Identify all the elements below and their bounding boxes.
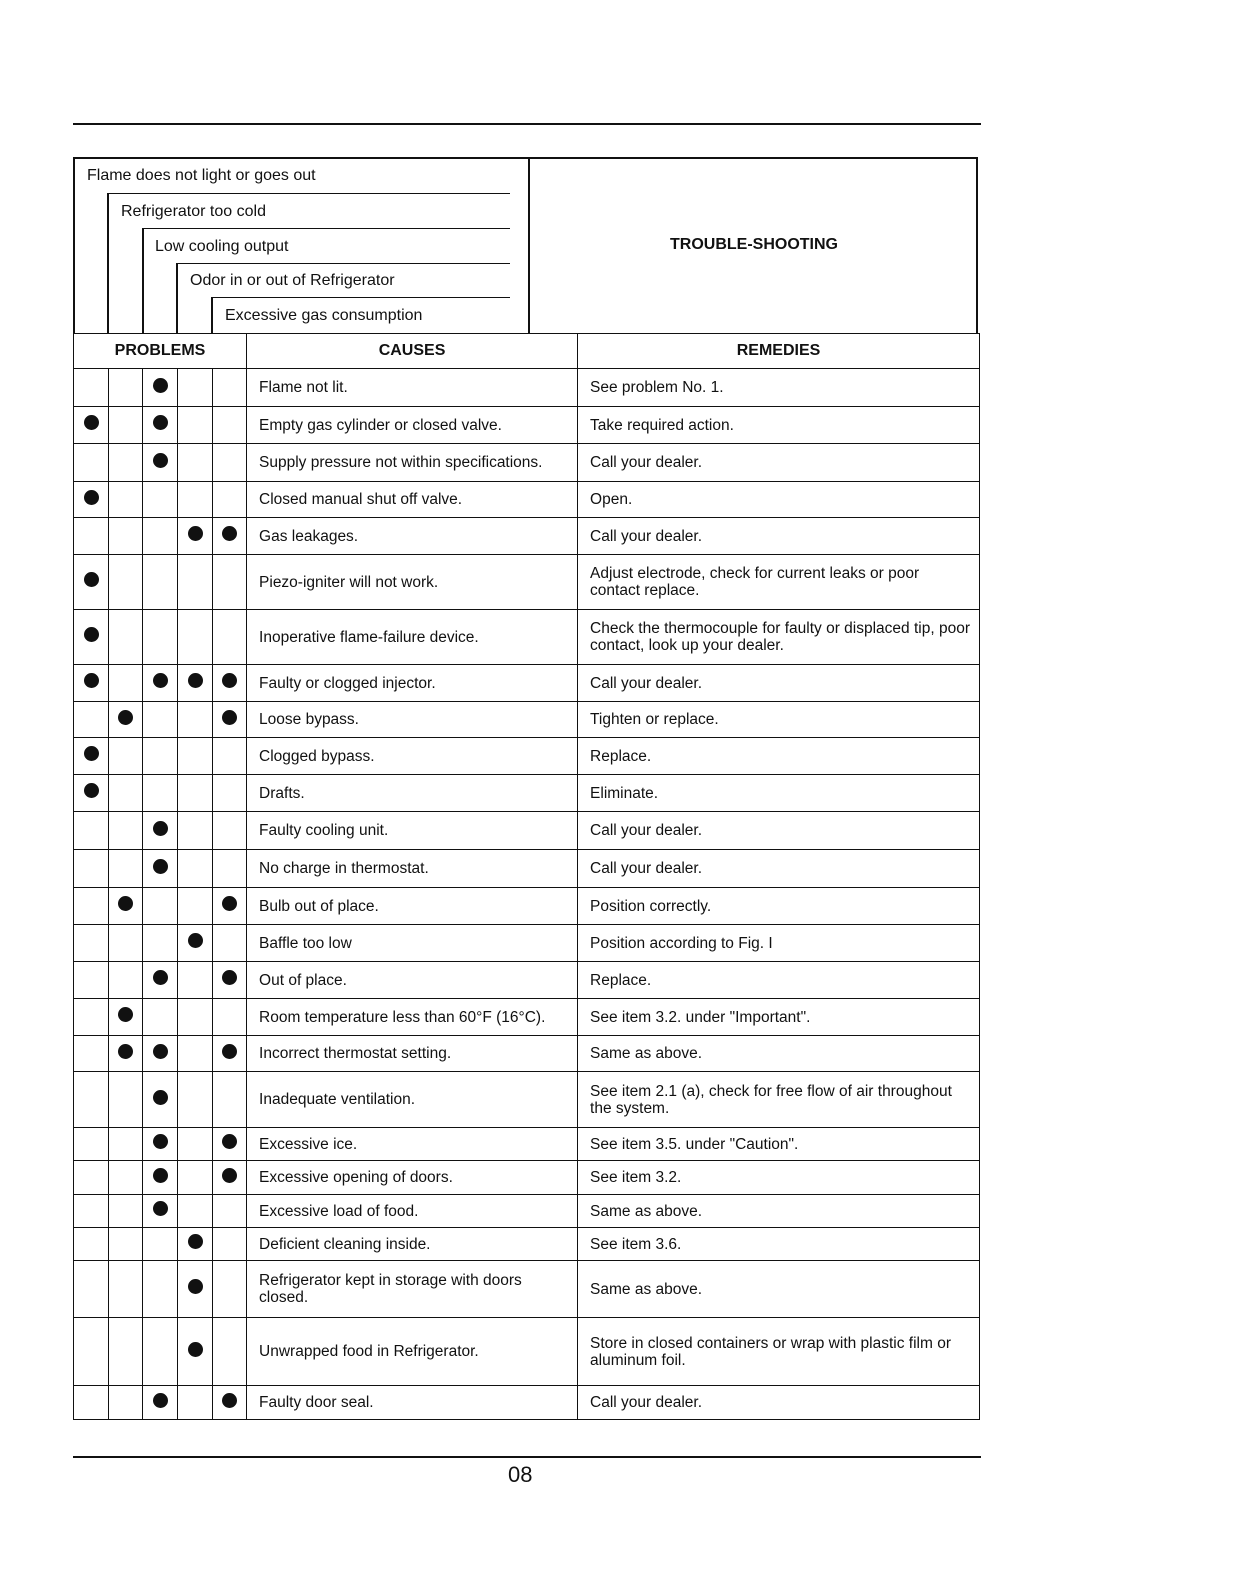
remedy-cell: Call your dealer.	[578, 812, 980, 850]
problem-mark-cell	[213, 1072, 247, 1128]
causes-header: CAUSES	[247, 334, 578, 369]
cause-cell: Incorrect thermostat setting.	[247, 1036, 578, 1072]
table-row	[74, 518, 980, 555]
remedy-cell: See item 2.1 (a), check for free flow of air throughout the system.	[578, 1072, 980, 1128]
remedy-cell: Tighten or replace.	[578, 702, 980, 738]
problem-mark-cell	[143, 482, 178, 518]
problem-mark-cell	[143, 1261, 178, 1318]
problem-mark-cell	[109, 962, 143, 999]
cause-cell: Faulty or clogged injector.	[247, 665, 578, 702]
bullet-icon	[222, 710, 237, 725]
problem-mark-cell	[74, 555, 109, 610]
table-body	[74, 369, 980, 1420]
problem-mark-cell	[143, 1161, 178, 1195]
problem-mark-cell	[143, 888, 178, 925]
problem-mark-cell	[74, 738, 109, 775]
bullet-icon	[153, 378, 168, 393]
cause-cell: Closed manual shut off valve.	[247, 482, 578, 518]
problem-mark-cell	[143, 555, 178, 610]
problem-mark-cell	[213, 962, 247, 999]
table-row	[74, 812, 980, 850]
problem-mark-cell	[213, 482, 247, 518]
problem-mark-cell	[74, 1318, 109, 1386]
cause-cell: Excessive opening of doors.	[247, 1161, 578, 1195]
table-row	[74, 1036, 980, 1072]
remedy-cell: Position according to Fig. I	[578, 925, 980, 962]
problem-mark-cell	[213, 407, 247, 444]
bullet-icon	[222, 673, 237, 688]
bullet-icon	[118, 896, 133, 911]
problem-mark-cell	[143, 369, 178, 407]
problem-mark-cell	[109, 1128, 143, 1161]
problem-mark-cell	[109, 1036, 143, 1072]
problem-mark-cell	[109, 610, 143, 665]
problem-mark-cell	[109, 369, 143, 407]
problem-mark-cell	[109, 665, 143, 702]
problem-mark-cell	[213, 1386, 247, 1420]
bullet-icon	[222, 1044, 237, 1059]
problem-mark-cell	[109, 888, 143, 925]
problem-mark-cell	[109, 1318, 143, 1386]
problem-mark-cell	[109, 1386, 143, 1420]
problem-mark-cell	[143, 610, 178, 665]
problem-line-4	[212, 297, 510, 298]
cause-cell: Loose bypass.	[247, 702, 578, 738]
problem-mark-cell	[109, 775, 143, 812]
problem-mark-cell	[74, 444, 109, 482]
bullet-icon	[84, 572, 99, 587]
problem-mark-cell	[74, 610, 109, 665]
problem-mark-cell	[178, 812, 213, 850]
bullet-icon	[84, 415, 99, 430]
problem-mark-cell	[178, 1386, 213, 1420]
problem-mark-cell	[178, 850, 213, 888]
problem-mark-cell	[178, 369, 213, 407]
cause-cell: Out of place.	[247, 962, 578, 999]
problem-mark-cell	[143, 925, 178, 962]
problem-mark-cell	[178, 702, 213, 738]
problem-mark-cell	[213, 850, 247, 888]
problem-mark-cell	[109, 1195, 143, 1228]
table-row	[74, 775, 980, 812]
problem-mark-cell	[213, 738, 247, 775]
problem-mark-cell	[143, 1318, 178, 1386]
problem-mark-cell	[143, 999, 178, 1036]
problem-mark-cell	[74, 812, 109, 850]
remedy-cell: Replace.	[578, 738, 980, 775]
problem-mark-cell	[143, 850, 178, 888]
bullet-icon	[188, 1342, 203, 1357]
cause-cell: Excessive ice.	[247, 1128, 578, 1161]
page-number: 08	[508, 1462, 533, 1487]
problem-label-5: Excessive gas consumption	[225, 307, 423, 324]
problem-line-3	[177, 263, 510, 264]
remedy-cell: Eliminate.	[578, 775, 980, 812]
problem-mark-cell	[213, 555, 247, 610]
remedy-cell: See item 3.2.	[578, 1161, 980, 1195]
remedy-cell: Same as above.	[578, 1036, 980, 1072]
problem-label-3: Low cooling output	[155, 238, 289, 255]
problem-vline-2	[142, 228, 144, 334]
table-row	[74, 1161, 980, 1195]
bullet-icon	[118, 1007, 133, 1022]
problem-mark-cell	[143, 1386, 178, 1420]
problem-mark-cell	[213, 610, 247, 665]
problem-mark-cell	[213, 1036, 247, 1072]
bullet-icon	[84, 490, 99, 505]
cause-cell: Piezo-igniter will not work.	[247, 555, 578, 610]
problem-mark-cell	[143, 1036, 178, 1072]
remedy-cell: See problem No. 1.	[578, 369, 980, 407]
problem-mark-cell	[213, 888, 247, 925]
problem-mark-cell	[143, 702, 178, 738]
problem-mark-cell	[74, 962, 109, 999]
problem-mark-cell	[178, 1261, 213, 1318]
cause-cell: Excessive load of food.	[247, 1195, 578, 1228]
table-row	[74, 369, 980, 407]
problem-mark-cell	[143, 962, 178, 999]
problem-mark-cell	[178, 665, 213, 702]
table-row	[74, 962, 980, 999]
bullet-icon	[84, 746, 99, 761]
bullet-icon	[188, 1279, 203, 1294]
table-row	[74, 888, 980, 925]
cause-cell: Faulty cooling unit.	[247, 812, 578, 850]
remedy-cell: Open.	[578, 482, 980, 518]
problem-label-2: Refrigerator too cold	[121, 203, 266, 220]
problem-mark-cell	[213, 702, 247, 738]
cause-cell: Unwrapped food in Refrigerator.	[247, 1318, 578, 1386]
problem-mark-cell	[143, 1195, 178, 1228]
table-row	[74, 407, 980, 444]
problem-mark-cell	[74, 407, 109, 444]
cause-cell: Gas leakages.	[247, 518, 578, 555]
problem-mark-cell	[143, 665, 178, 702]
bullet-icon	[222, 1168, 237, 1183]
bullet-icon	[118, 1044, 133, 1059]
problem-mark-cell	[109, 999, 143, 1036]
problem-mark-cell	[74, 1128, 109, 1161]
problem-mark-cell	[143, 444, 178, 482]
problem-mark-cell	[74, 775, 109, 812]
cause-cell: Supply pressure not within specifications.	[247, 444, 578, 482]
cause-cell: Deficient cleaning inside.	[247, 1228, 578, 1261]
bullet-icon	[153, 415, 168, 430]
problem-mark-cell	[213, 1161, 247, 1195]
problem-mark-cell	[109, 812, 143, 850]
table-row	[74, 850, 980, 888]
cause-cell: No charge in thermostat.	[247, 850, 578, 888]
table-row	[74, 665, 980, 702]
bullet-icon	[188, 526, 203, 541]
problem-mark-cell	[213, 1261, 247, 1318]
table-row	[74, 1195, 980, 1228]
cause-cell: Room temperature less than 60°F (16°C).	[247, 999, 578, 1036]
cause-cell: Baffle too low	[247, 925, 578, 962]
problem-mark-cell	[143, 407, 178, 444]
cause-cell: Refrigerator kept in storage with doors closed.	[247, 1261, 578, 1318]
table-row	[74, 1072, 980, 1128]
problem-mark-cell	[74, 999, 109, 1036]
problem-mark-cell	[178, 738, 213, 775]
problem-mark-cell	[74, 702, 109, 738]
problem-mark-cell	[74, 1036, 109, 1072]
remedy-cell: Check the thermocouple for faulty or displaced tip, poor contact, look up your dealer.	[578, 610, 980, 665]
problem-mark-cell	[74, 518, 109, 555]
problem-label-1: Flame does not light or goes out	[87, 167, 316, 184]
bullet-icon	[153, 1134, 168, 1149]
problem-mark-cell	[213, 1195, 247, 1228]
remedy-cell: See item 3.2. under "Important".	[578, 999, 980, 1036]
bullet-icon	[222, 970, 237, 985]
remedy-cell: Same as above.	[578, 1261, 980, 1318]
problem-mark-cell	[109, 1072, 143, 1128]
bullet-icon	[118, 710, 133, 725]
table-row	[74, 702, 980, 738]
bullet-icon	[84, 673, 99, 688]
problem-mark-cell	[74, 482, 109, 518]
problem-mark-cell	[143, 738, 178, 775]
problem-mark-cell	[109, 1228, 143, 1261]
problem-mark-cell	[178, 444, 213, 482]
problem-mark-cell	[213, 665, 247, 702]
problem-mark-cell	[178, 1161, 213, 1195]
problem-mark-cell	[143, 1128, 178, 1161]
problem-mark-cell	[178, 999, 213, 1036]
problem-mark-cell	[178, 518, 213, 555]
remedy-cell: Store in closed containers or wrap with plastic film or aluminum foil.	[578, 1318, 980, 1386]
problem-mark-cell	[109, 482, 143, 518]
table-row	[74, 999, 980, 1036]
problem-mark-cell	[178, 1195, 213, 1228]
problem-mark-cell	[109, 518, 143, 555]
table-row	[74, 1228, 980, 1261]
top-rule	[73, 123, 981, 125]
problem-mark-cell	[109, 1161, 143, 1195]
bottom-rule	[73, 1456, 981, 1458]
problem-mark-cell	[74, 850, 109, 888]
problem-mark-cell	[74, 1161, 109, 1195]
bullet-icon	[222, 896, 237, 911]
problem-mark-cell	[213, 1228, 247, 1261]
problem-mark-cell	[109, 444, 143, 482]
problem-mark-cell	[74, 888, 109, 925]
problem-mark-cell	[74, 665, 109, 702]
problem-mark-cell	[213, 925, 247, 962]
table-row	[74, 1318, 980, 1386]
problem-mark-cell	[178, 1318, 213, 1386]
remedies-header: REMEDIES	[578, 334, 980, 369]
cause-cell: Flame not lit.	[247, 369, 578, 407]
problem-vline-3	[176, 263, 178, 334]
problems-header: PROBLEMS	[74, 334, 247, 369]
page-title: TROUBLE-SHOOTING	[670, 236, 838, 253]
problem-mark-cell	[109, 555, 143, 610]
problem-mark-cell	[213, 999, 247, 1036]
cause-cell: Faulty door seal.	[247, 1386, 578, 1420]
problem-mark-cell	[178, 775, 213, 812]
problem-mark-cell	[109, 925, 143, 962]
table-row	[74, 1386, 980, 1420]
table-row	[74, 738, 980, 775]
bullet-icon	[153, 1393, 168, 1408]
problem-mark-cell	[109, 738, 143, 775]
problem-mark-cell	[178, 1072, 213, 1128]
bullet-icon	[153, 970, 168, 985]
remedy-cell: Adjust electrode, check for current leaks or poor contact replace.	[578, 555, 980, 610]
problem-mark-cell	[178, 1228, 213, 1261]
problem-mark-cell	[74, 1072, 109, 1128]
troubleshooting-table	[73, 333, 980, 1420]
remedy-cell: See item 3.5. under "Caution".	[578, 1128, 980, 1161]
problem-mark-cell	[143, 775, 178, 812]
problem-mark-cell	[143, 1228, 178, 1261]
problem-mark-cell	[109, 702, 143, 738]
remedy-cell: Call your dealer.	[578, 1386, 980, 1420]
table-row	[74, 482, 980, 518]
problem-mark-cell	[74, 369, 109, 407]
remedy-cell: Take required action.	[578, 407, 980, 444]
remedy-cell: Call your dealer.	[578, 518, 980, 555]
problem-mark-cell	[74, 1261, 109, 1318]
problem-mark-cell	[213, 1318, 247, 1386]
problem-mark-cell	[178, 888, 213, 925]
problem-mark-cell	[143, 518, 178, 555]
bullet-icon	[222, 526, 237, 541]
problem-mark-cell	[109, 850, 143, 888]
table-row	[74, 1261, 980, 1318]
cause-cell: Inoperative flame-failure device.	[247, 610, 578, 665]
problem-mark-cell	[143, 812, 178, 850]
remedy-cell: Position correctly.	[578, 888, 980, 925]
bullet-icon	[153, 1090, 168, 1105]
problem-mark-cell	[213, 518, 247, 555]
problem-mark-cell	[178, 482, 213, 518]
problem-mark-cell	[213, 369, 247, 407]
problem-mark-cell	[213, 775, 247, 812]
bullet-icon	[153, 673, 168, 688]
problem-vline-1	[107, 193, 109, 334]
cause-cell: Empty gas cylinder or closed valve.	[247, 407, 578, 444]
table-row	[74, 610, 980, 665]
bullet-icon	[222, 1393, 237, 1408]
problem-mark-cell	[178, 1036, 213, 1072]
remedy-cell: Call your dealer.	[578, 665, 980, 702]
bullet-icon	[222, 1134, 237, 1149]
problem-mark-cell	[109, 1261, 143, 1318]
bullet-icon	[188, 1234, 203, 1249]
table-row	[74, 444, 980, 482]
problem-mark-cell	[143, 1072, 178, 1128]
bullet-icon	[153, 859, 168, 874]
problem-mark-cell	[178, 1128, 213, 1161]
cause-cell: Clogged bypass.	[247, 738, 578, 775]
problem-mark-cell	[74, 1228, 109, 1261]
problem-mark-cell	[74, 1195, 109, 1228]
remedy-cell: Call your dealer.	[578, 850, 980, 888]
cause-cell: Bulb out of place.	[247, 888, 578, 925]
remedy-cell: Replace.	[578, 962, 980, 999]
remedy-cell: Call your dealer.	[578, 444, 980, 482]
cause-cell: Drafts.	[247, 775, 578, 812]
table-row	[74, 555, 980, 610]
problem-mark-cell	[178, 962, 213, 999]
problem-mark-cell	[74, 1386, 109, 1420]
cause-cell: Inadequate ventilation.	[247, 1072, 578, 1128]
problem-mark-cell	[213, 812, 247, 850]
problem-mark-cell	[213, 1128, 247, 1161]
problem-line-2	[143, 228, 510, 229]
table-row	[74, 1128, 980, 1161]
bullet-icon	[84, 783, 99, 798]
bullet-icon	[188, 673, 203, 688]
bullet-icon	[153, 821, 168, 836]
problem-mark-cell	[178, 555, 213, 610]
bullet-icon	[153, 453, 168, 468]
bullet-icon	[188, 933, 203, 948]
bullet-icon	[153, 1201, 168, 1216]
problem-label-4: Odor in or out of Refrigerator	[190, 272, 395, 289]
bullet-icon	[153, 1044, 168, 1059]
problem-vline-4	[211, 297, 213, 334]
remedy-cell: Same as above.	[578, 1195, 980, 1228]
bullet-icon	[153, 1168, 168, 1183]
problem-mark-cell	[178, 407, 213, 444]
problem-mark-cell	[178, 610, 213, 665]
bullet-icon	[84, 627, 99, 642]
table-row	[74, 925, 980, 962]
problem-mark-cell	[178, 925, 213, 962]
problem-mark-cell	[74, 925, 109, 962]
problem-line-1	[108, 193, 510, 194]
column-header-row	[74, 334, 980, 369]
remedy-cell: See item 3.6.	[578, 1228, 980, 1261]
problem-mark-cell	[109, 407, 143, 444]
problem-mark-cell	[213, 444, 247, 482]
